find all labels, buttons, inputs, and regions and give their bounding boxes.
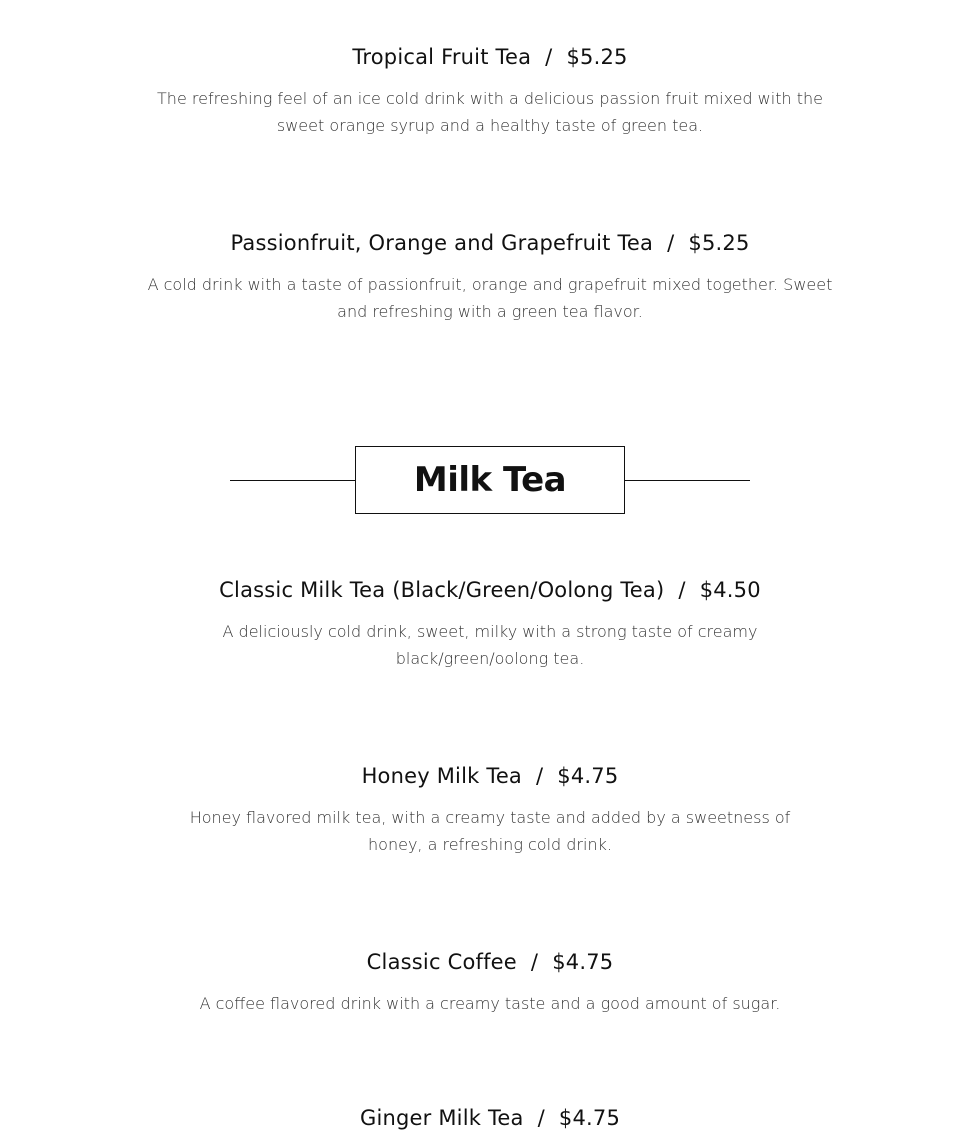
item-price: $4.75 [557, 764, 619, 788]
price-separator: / [530, 950, 539, 974]
item-description: A coffee flavored drink with a creamy taste and a good amount of sugar. [199, 994, 781, 1013]
item-description: Honey flavored milk tea, with a creamy taste and added by a sweetness of honey, a refreshing cold drink. [189, 808, 791, 854]
item-name: Ginger Milk Tea [359, 1106, 524, 1130]
menu-item-title [140, 762, 840, 790]
item-price: $4.75 [552, 950, 614, 974]
price-separator: / [545, 45, 553, 69]
menu-item-title [140, 948, 840, 976]
menu-item-title [140, 229, 840, 257]
item-price: $4.50 [699, 578, 761, 602]
section-divider-left [230, 480, 355, 481]
menu-item-tropical-fruit-tea [140, 43, 840, 139]
price-separator: / [678, 578, 686, 602]
price-separator: / [537, 1106, 545, 1130]
item-price: $5.25 [688, 231, 750, 255]
section-title-box [355, 446, 625, 514]
section-divider-right [625, 480, 750, 481]
item-name: Classic Coffee [366, 950, 517, 974]
item-name: Classic Milk Tea (Black/Green/Oolong Tea) [219, 578, 665, 602]
section-title: Milk Tea [413, 460, 567, 500]
item-price: $4.75 [558, 1106, 621, 1130]
item-name: Tropical Fruit Tea [352, 45, 532, 69]
menu-item-title [140, 1104, 840, 1132]
item-name: Passionfruit, Orange and Grapefruit Tea [230, 231, 654, 255]
price-separator: / [536, 764, 544, 788]
item-description: The refreshing feel of an ice cold drink with a delicious passion fruit mixed with the sweet orange syrup and a healthy taste of green tea. [157, 89, 823, 135]
item-description: A deliciously cold drink, sweet, milky with a strong taste of creamy black/green/oolong tea. [222, 622, 758, 668]
menu-item-honey-milk-tea [140, 762, 840, 858]
menu-item-title [140, 43, 840, 71]
price-separator: / [667, 231, 675, 255]
item-description: A cold drink with a taste of passionfruit, orange and grapefruit mixed together. Sweet and refreshing with a green tea flavor. [147, 275, 833, 321]
section-header-milk-tea [230, 446, 750, 514]
menu-item-classic-coffee [140, 948, 840, 1017]
menu-item-ginger-milk-tea [140, 1104, 840, 1132]
item-price: $5.25 [566, 45, 628, 69]
menu-item-classic-milk-tea [140, 576, 840, 672]
item-name: Honey Milk Tea [361, 764, 523, 788]
menu-item-passionfruit-orange-grapefruit-tea [140, 229, 840, 325]
menu-item-title [140, 576, 840, 604]
